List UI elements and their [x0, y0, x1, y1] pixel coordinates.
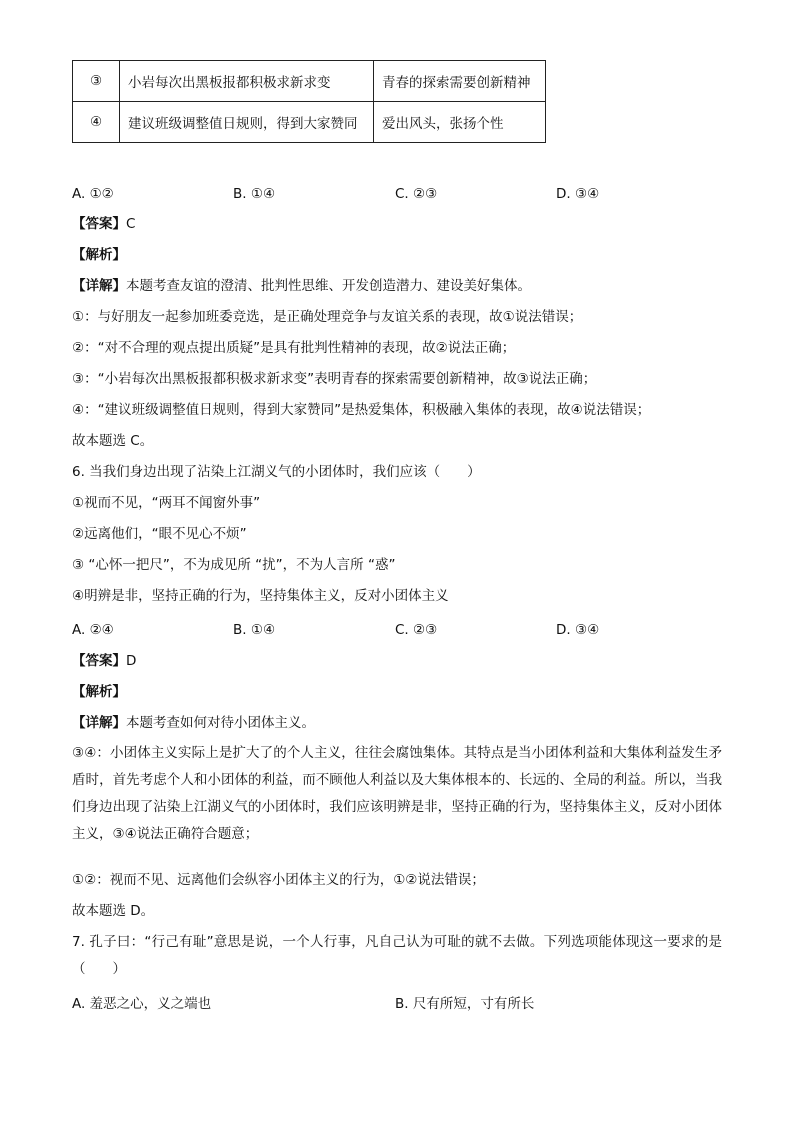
q6-detail: [72, 713, 315, 733]
q6-answer: [72, 651, 136, 671]
detail-tag: 【详解】: [72, 715, 126, 731]
q5-detail: [72, 276, 531, 296]
q6-item-2: ②远离他们，“眼不见心不烦”: [72, 526, 247, 542]
q6-option-c: C. ②③: [395, 622, 438, 638]
q6-item-1: ①视而不见，“两耳不闻窗外事”: [72, 495, 261, 511]
answer-value: D: [126, 653, 137, 669]
row-meaning: 爱出风头，张扬个性: [374, 102, 546, 143]
table-row: [73, 61, 546, 102]
q7-stem: 7. 孔子曰：“行己有耻”意思是说，一个人行事，凡自己认为可耻的就不去做。下列选项能体现这一要求的是（ ）: [72, 934, 722, 977]
detail-text: 本题考查如何对待小团体主义。: [126, 715, 315, 731]
q5-option-d: D. ③④: [556, 186, 600, 202]
row-meaning: 青春的探索需要创新精神: [374, 61, 546, 102]
q6-option-b: B. ①④: [233, 622, 276, 638]
q6-option-d: D. ③④: [556, 622, 600, 638]
q5-line-3: ③：“小岩每次出黑板报都积极求新求变”表明青春的探索需要创新精神，故③说法正确；: [72, 371, 597, 387]
q6-explanation-paragraph: ③④：小团体主义实际上是扩大了的个人主义，往往会腐蚀集体。其特点是当小团体利益和大集体利益发生矛盾时，首先考虑个人和小团体的利益，而不顾他人利益以及大集体根本的、长远的、全局的利益。所以，当我们身边出现了沾染上江湖义气的小团体时，我们应该明辨是非，坚持正确的行为，坚持集体主义，反对小团体主义，③④说法正确符合题意；: [72, 745, 722, 842]
q5-answer: [72, 214, 135, 234]
q5-conclusion: 故本题选 C。: [72, 433, 154, 449]
q6-option-a: A. ②④: [72, 622, 114, 638]
answer-value: C: [126, 216, 136, 232]
q5-analysis-tag: 【解析】: [72, 247, 126, 263]
row-number: ④: [73, 102, 120, 143]
q6-analysis-tag: 【解析】: [72, 684, 126, 700]
q6-item-4: ④明辨是非，坚持正确的行为，坚持集体主义，反对小团体主义: [72, 588, 449, 604]
q7-option-a: A. 羞恶之心，义之端也: [72, 996, 212, 1012]
q5-option-b: B. ①④: [233, 186, 276, 202]
row-example: 小岩每次出黑板报都积极求新求变: [120, 61, 374, 102]
table-row: [73, 102, 546, 143]
q5-line-1: ①：与好朋友一起参加班委竞选，是正确处理竞争与友谊关系的表现，故①说法错误；: [72, 309, 583, 325]
q6-stem: 6. 当我们身边出现了沾染上江湖义气的小团体时，我们应该（ ）: [72, 464, 481, 480]
q6-line-2: ①②：视而不见、远离他们会纵容小团体主义的行为，①②说法错误；: [72, 872, 485, 888]
answer-tag: 【答案】: [72, 216, 126, 232]
options-table: [72, 60, 546, 143]
row-number: ③: [73, 61, 120, 102]
q5-line-4: ④：“建议班级调整值日规则，得到大家赞同”是热爱集体，积极融入集体的表现，故④说法错误；: [72, 402, 651, 418]
detail-tag: 【详解】: [72, 278, 126, 294]
q5-option-c: C. ②③: [395, 186, 438, 202]
q5-option-a: A. ①②: [72, 186, 114, 202]
answer-tag: 【答案】: [72, 653, 126, 669]
q7-option-b: B. 尺有所短，寸有所长: [395, 996, 535, 1012]
q5-line-2: ②：“对不合理的观点提出质疑”是具有批判性精神的表现，故②说法正确；: [72, 340, 516, 356]
row-example: 建议班级调整值日规则，得到大家赞同: [120, 102, 374, 143]
detail-text: 本题考查友谊的澄清、批判性思维、开发创造潜力、建设美好集体。: [126, 278, 531, 294]
q6-conclusion: 故本题选 D。: [72, 903, 155, 919]
q6-item-3: ③ “心怀一把尺”，不为成见所 “扰”，不为人言所 “惑”: [72, 557, 396, 573]
